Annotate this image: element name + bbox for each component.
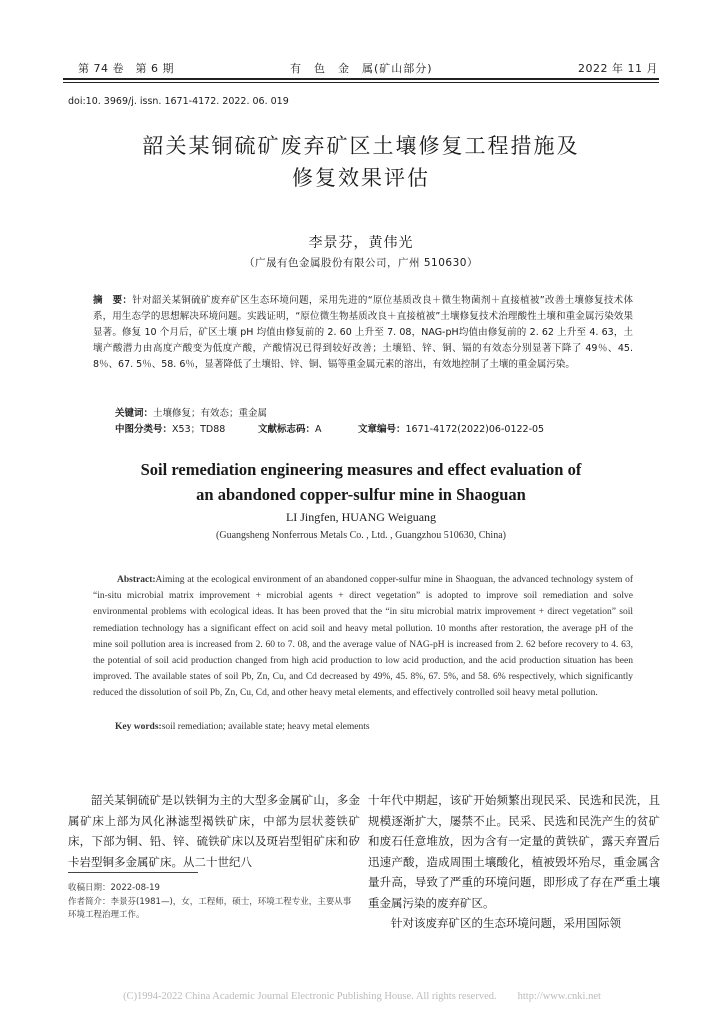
cn-doc-code-value: A bbox=[315, 424, 322, 435]
cn-article-no-label: 文章编号： bbox=[358, 424, 406, 435]
header-issue: 第 74 卷 第 6 期 bbox=[78, 62, 174, 75]
cn-abstract-text: 针对韶关某铜硫矿废弃矿区生态环境问题，采用先进的“原位基质改良＋微生物菌剂＋直接植被”改善土壤修复技术体系，用生态学的思想解决环境问题。实践证明，“原位微生物基质改良＋直接植被”土壤修复技术治理酸性土壤和重金属污染效果显著。修复 10 个月后，矿区土壤 pH 均值由修复前的 2. 60 上升至 7. 08，NAG-pH均值由修复前的 2. 62 上升至 4. 63，土壤产酸潜力由高度产酸变为低度产酸，产酸情况已得到较好改善；土壤铅、锌、铜、镉的有效态分别显著下降了 49％、45. 8％、67. 5％、58. 6％，显著降低了土壤铅、锌、铜、镉等重金属元素的溶出，有效地控制了土壤的重金属污染。 bbox=[93, 295, 633, 370]
footnote-rule bbox=[68, 872, 198, 873]
cn-keywords bbox=[115, 405, 267, 419]
header-rule bbox=[63, 78, 659, 80]
cn-keywords-label: 关键词： bbox=[115, 408, 154, 419]
body-left-column bbox=[68, 790, 360, 874]
cn-keywords-text: 土壤修复；有效态；重金属 bbox=[153, 408, 268, 419]
doi: doi:10. 3969/j. issn. 1671-4172. 2022. 06. 019 bbox=[68, 96, 289, 107]
en-affiliation: (Guangsheng Nonferrous Metals Co. , Ltd. , Guangzhou 510630, China) bbox=[216, 530, 506, 541]
body-right-column bbox=[368, 790, 660, 934]
cn-title-line1: 韶关某铜硫矿废弃矿区土壤修复工程措施及 bbox=[142, 134, 580, 158]
cn-clc-label: 中图分类号： bbox=[115, 424, 173, 435]
header-journal: 有 色 金 属(矿山部分) bbox=[290, 62, 433, 75]
en-keywords bbox=[115, 722, 370, 732]
en-abstract-label: Abstract: bbox=[117, 575, 156, 585]
cn-doc-code-label: 文献标志码： bbox=[258, 424, 316, 435]
header-date: 2022 年 11 月 bbox=[578, 62, 658, 75]
cn-article-no bbox=[358, 421, 544, 435]
body-left-paragraph: 韶关某铜硫矿是以铁铜为主的大型多金属矿山，多金属矿床上部为风化淋滤型褐铁矿床，中部为层状菱铁矿床，下部为铜、铅、锌、硫铁矿床以及斑岩型钼矿床和矽卡岩型铜多金属矿床。从二十世纪八 bbox=[68, 793, 360, 869]
en-keywords-text: soil remediation; available state; heavy metal elements bbox=[161, 722, 370, 732]
copyright-footer: (C)1994-2022 China Academic Journal Electronic Publishing House. All rights reserved. http://www.cnki.net bbox=[123, 991, 601, 1002]
en-keywords-label: Key words: bbox=[115, 722, 162, 732]
en-abstract-text: Aiming at the ecological environment of an abandoned copper-sulfur mine in Shaoguan, the advanced technology system of “in-situ microbial matrix improvement + microbial agents + direct vegetation” is adopted to improve soil remediation and solve environmental problems with ecological ideas. It has been proved that the “in situ microbial matrix improvement + direct vegetation” soil remediation technology has a significant effect on acid soil and heavy metal pollution. 10 months after restoration, the average pH of the mine soil pollution area is increased from 2. 60 to 7. 08, and the average value of NAG-pH is increased from 2. 62 before recovery to 4. 63, the potential of soil acid production changed from high acid production to low acid production, and the acid production situation has been improved. The available states of soil Pb, Zn, Cu, and Cd decreased by 49%, 45. 8%, 67. 5%, and 58. 6% respectively, which significantly reduced the dissolution of soil Pb, Zn, Cu, Cd, and other heavy metal elements, and effectively controlled soil heavy metal pollution. bbox=[93, 575, 633, 699]
body-right-paragraph-1: 十年代中期起，该矿开始频繁出现民采、民选和民洗，且规模逐渐扩大，屡禁不止。民采、民选和民洗产生的贫矿和废石任意堆放，因为含有一定量的黄铁矿，露天弃置后迅速产酸，造成周围土壤酸化，植被毁坏殆尽，重金属含量升高，导致了严重的环境问题，即形成了存在严重土壤重金属污染的废弃矿区。 bbox=[368, 793, 660, 910]
footnote-author-info: 作者简介：李景芬(1981—)，女，工程师，硕士，环境工程专业，主要从事环境工程治理工作。 bbox=[68, 897, 352, 920]
cn-authors: 李景芬，黄伟光 bbox=[308, 235, 414, 251]
cn-clc-value: X53；TD88 bbox=[172, 424, 226, 435]
en-authors: LI Jingfen, HUANG Weiguang bbox=[285, 510, 437, 524]
body-right-paragraph-2: 针对该废弃矿区的生态环境问题，采用国际领 bbox=[391, 916, 621, 930]
en-title-line1: Soil remediation engineering measures and effect evaluation of bbox=[140, 460, 582, 479]
cn-abstract-label: 摘 要： bbox=[93, 295, 133, 306]
footnote-received: 收稿日期：2022-08-19 bbox=[68, 883, 160, 893]
cn-article-no-value: 1671-4172(2022)06-0122-05 bbox=[405, 424, 545, 435]
cn-title-line2: 修复效果评估 bbox=[292, 166, 430, 190]
en-abstract bbox=[93, 572, 633, 702]
header-rule-thin bbox=[63, 82, 659, 83]
en-title-line2: an abandoned copper-sulfur mine in Shaoguan bbox=[196, 485, 526, 504]
cn-clc bbox=[115, 421, 225, 435]
cn-abstract bbox=[93, 293, 633, 373]
cn-affiliation: （广晟有色金属股份有限公司，广州 510630） bbox=[244, 257, 478, 269]
cn-doc-code bbox=[258, 421, 322, 435]
